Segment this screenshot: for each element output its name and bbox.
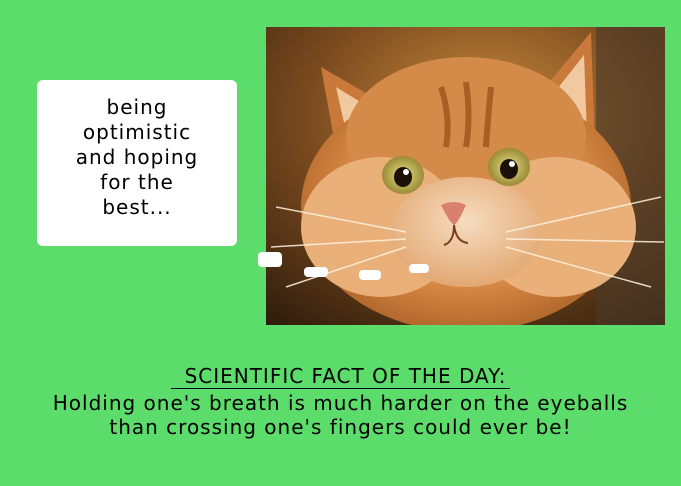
caption-title: SCIENTIFIC FACT OF THE DAY: xyxy=(171,364,511,389)
bubble-text xyxy=(52,95,222,220)
thought-dash xyxy=(409,264,429,273)
thought-dash xyxy=(359,270,381,280)
bubble-line: best... xyxy=(102,194,172,219)
bubble-line: being xyxy=(106,94,168,119)
bubble-line: and hoping xyxy=(75,144,199,169)
speech-bubble xyxy=(37,80,237,246)
bubble-line: optimistic xyxy=(82,119,192,144)
cat-illustration xyxy=(266,27,665,325)
caption-line-1: Holding one's breath is much harder on the eyeballs xyxy=(52,391,629,415)
bubble-line: for the xyxy=(100,169,174,194)
caption-line-2: than crossing one's fingers could ever be! xyxy=(109,415,572,439)
cat-photo xyxy=(266,27,665,325)
caption xyxy=(0,364,681,439)
thought-dash xyxy=(304,267,328,277)
caption-body xyxy=(0,391,681,439)
thought-dash xyxy=(258,252,282,267)
